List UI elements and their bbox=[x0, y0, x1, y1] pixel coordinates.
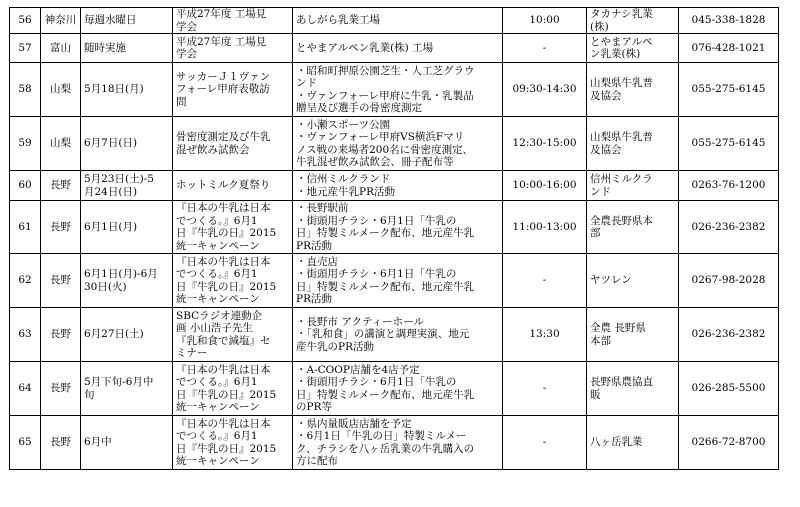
prefecture: 長野 bbox=[41, 254, 81, 308]
cell-line: 日『牛乳の日』2015 bbox=[176, 388, 277, 401]
event-place-details bbox=[293, 362, 503, 416]
events-table bbox=[9, 7, 779, 470]
row-number: 60 bbox=[10, 171, 41, 201]
cell-line: のPR等 bbox=[296, 401, 332, 413]
event-time: 09:30-14:30 bbox=[503, 63, 587, 117]
cell-line: でつくる。』6月1 bbox=[176, 214, 258, 227]
event-time: - bbox=[503, 362, 587, 416]
organizer bbox=[587, 34, 679, 63]
table-row bbox=[10, 8, 779, 34]
phone-number: 026-236-2382 bbox=[679, 201, 779, 254]
prefecture: 神奈川 bbox=[41, 8, 81, 34]
organizer bbox=[587, 254, 679, 308]
cell-line: ・昭和町押原公園芝生・人工芝グラウ bbox=[296, 64, 475, 77]
cell-line: 統一キャンペーン bbox=[176, 401, 260, 413]
table-row bbox=[10, 117, 779, 171]
event-place-details bbox=[293, 201, 503, 254]
cell-line: 5月下旬-6月中 bbox=[84, 376, 154, 388]
cell-line: ノス戦の来場者200名に骨密度測定、 bbox=[296, 143, 474, 156]
organizer bbox=[587, 8, 679, 34]
cell-line: 月24日(日) bbox=[84, 185, 138, 198]
cell-line: 画 小山浩子先生 bbox=[176, 322, 253, 334]
cell-line: 牛乳混ぜ飲み試飲会、冊子配布等 bbox=[296, 156, 454, 168]
phone-number: 0263-76-1200 bbox=[679, 171, 779, 201]
row-number: 61 bbox=[10, 201, 41, 254]
table-row bbox=[10, 63, 779, 117]
cell-line: 本部 bbox=[590, 334, 611, 347]
cell-line: 販 bbox=[590, 388, 601, 401]
event-time: 11:00-13:00 bbox=[503, 201, 587, 254]
cell-line: ・県内量販店店舗を予定 bbox=[296, 417, 412, 430]
cell-line: 随時実施 bbox=[84, 41, 126, 54]
cell-line: でつくる。』6月1 bbox=[176, 430, 258, 442]
cell-line: ・ヴァンフォーレ甲府VS横浜Fマリ bbox=[296, 131, 465, 143]
row-number: 56 bbox=[10, 8, 41, 34]
event-date bbox=[81, 63, 173, 117]
event-date bbox=[81, 34, 173, 63]
row-number: 62 bbox=[10, 254, 41, 308]
cell-line: ミナー bbox=[176, 347, 208, 359]
cell-line: 5月18日(月) bbox=[84, 83, 144, 96]
cell-line: 6月中 bbox=[84, 436, 112, 449]
cell-line: 日『牛乳の日』2015 bbox=[176, 442, 277, 455]
event-name bbox=[173, 34, 293, 63]
event-time: 12:30-15:00 bbox=[503, 117, 587, 171]
cell-line: ・信州ミルクランド bbox=[296, 173, 391, 185]
organizer bbox=[587, 117, 679, 171]
row-number: 63 bbox=[10, 308, 41, 362]
prefecture: 長野 bbox=[41, 362, 81, 416]
cell-line: 及協会 bbox=[590, 143, 622, 156]
cell-line: とやまアルペ bbox=[590, 35, 653, 48]
organizer bbox=[587, 308, 679, 362]
cell-line: ンド bbox=[296, 77, 317, 89]
event-place-details bbox=[293, 308, 503, 362]
phone-number: 045-338-1828 bbox=[679, 8, 779, 34]
table-row bbox=[10, 254, 779, 308]
organizer bbox=[587, 201, 679, 254]
event-name bbox=[173, 362, 293, 416]
cell-line: 30日(火) bbox=[84, 280, 127, 293]
cell-line: ・街頭用チラシ・6月1日「牛乳の bbox=[296, 214, 457, 227]
phone-number: 055-275-6145 bbox=[679, 63, 779, 117]
cell-line: あしがら乳業工場 bbox=[296, 14, 380, 27]
phone-number: 0267-98-2028 bbox=[679, 254, 779, 308]
event-place-details bbox=[293, 34, 503, 63]
cell-line: ・直売店 bbox=[296, 255, 338, 268]
cell-line: 産牛乳のPR活動 bbox=[296, 340, 374, 353]
prefecture: 長野 bbox=[41, 308, 81, 362]
event-time: 13:30 bbox=[503, 308, 587, 362]
cell-line: 部 bbox=[590, 227, 601, 239]
event-time: - bbox=[503, 254, 587, 308]
table-row bbox=[10, 34, 779, 63]
cell-line: 平成27年度 工場見 bbox=[176, 8, 267, 20]
prefecture: 山梨 bbox=[41, 117, 81, 171]
cell-line: 統一キャンペーン bbox=[176, 455, 260, 467]
event-name bbox=[173, 416, 293, 470]
cell-line: ・街頭用チラシ・6月1日「牛乳の bbox=[296, 268, 457, 280]
cell-line: 学会 bbox=[176, 48, 197, 60]
cell-line: 5月23日(土)-5 bbox=[84, 173, 154, 185]
table-row bbox=[10, 416, 779, 470]
cell-line: 『日本の牛乳は日本 bbox=[176, 363, 271, 376]
cell-line: でつくる。』6月1 bbox=[176, 268, 258, 280]
event-date bbox=[81, 254, 173, 308]
cell-line: ・小瀬スポーツ公園 bbox=[296, 118, 391, 131]
event-place-details bbox=[293, 416, 503, 470]
cell-line: フォーレ甲府表敬訪 bbox=[176, 83, 270, 96]
event-place-details bbox=[293, 117, 503, 171]
cell-line: 日」特製ミルメーク配布、地元産牛乳 bbox=[296, 280, 475, 293]
phone-number: 026-236-2382 bbox=[679, 308, 779, 362]
prefecture: 長野 bbox=[41, 416, 81, 470]
cell-line: 6月1日(月) bbox=[84, 220, 138, 233]
cell-line: ・ヴァンフォーレ甲府に牛乳・乳製品 bbox=[296, 89, 474, 102]
event-date bbox=[81, 362, 173, 416]
cell-line: PR活動 bbox=[296, 239, 332, 252]
event-date bbox=[81, 8, 173, 34]
cell-line: ・「乳和食」の講演と調理実演、地元 bbox=[296, 328, 470, 341]
cell-line: 全農長野県本 bbox=[590, 214, 653, 227]
row-number: 59 bbox=[10, 117, 41, 171]
event-name bbox=[173, 171, 293, 201]
cell-line: 平成27年度 工場見 bbox=[176, 35, 267, 48]
cell-line: 統一キャンペーン bbox=[176, 239, 260, 252]
organizer bbox=[587, 63, 679, 117]
prefecture: 長野 bbox=[41, 171, 81, 201]
prefecture: 山梨 bbox=[41, 63, 81, 117]
event-time: 10:00-16:00 bbox=[503, 171, 587, 201]
table-row bbox=[10, 171, 779, 201]
event-name bbox=[173, 117, 293, 171]
cell-line: 『日本の牛乳は日本 bbox=[176, 202, 271, 214]
event-place-details bbox=[293, 171, 503, 201]
row-number: 64 bbox=[10, 362, 41, 416]
cell-line: 方に配布 bbox=[296, 455, 338, 467]
cell-line: とやまアルペン乳業(株) 工場 bbox=[296, 41, 434, 54]
prefecture: 富山 bbox=[41, 34, 81, 63]
cell-line: 骨密度測定及び牛乳 bbox=[176, 131, 271, 143]
organizer bbox=[587, 171, 679, 201]
cell-line: ヤツレン bbox=[590, 274, 632, 287]
cell-line: 日『牛乳の日』2015 bbox=[176, 227, 277, 239]
prefecture: 長野 bbox=[41, 201, 81, 254]
cell-line: PR活動 bbox=[296, 293, 332, 305]
event-date bbox=[81, 117, 173, 171]
table-row bbox=[10, 308, 779, 362]
row-number: 65 bbox=[10, 416, 41, 470]
cell-line: 全農 長野県 bbox=[590, 322, 646, 334]
cell-line: 『乳和食で減塩』セ bbox=[176, 334, 271, 347]
cell-line: 6月7日(日) bbox=[84, 137, 138, 150]
cell-line: タカナシ乳業 bbox=[590, 8, 653, 20]
cell-line: ホットミルク夏祭り bbox=[176, 179, 271, 192]
event-date bbox=[81, 201, 173, 254]
cell-line: ・長野駅前 bbox=[296, 202, 349, 214]
event-name bbox=[173, 254, 293, 308]
event-name bbox=[173, 201, 293, 254]
row-number: 58 bbox=[10, 63, 41, 117]
event-time: - bbox=[503, 416, 587, 470]
phone-number: 0266-72-8700 bbox=[679, 416, 779, 470]
cell-line: 6月1日(月)-6月 bbox=[84, 268, 158, 280]
cell-line: ・長野市 アクティーホール bbox=[296, 315, 424, 328]
event-time: - bbox=[503, 34, 587, 63]
phone-number: 076-428-1021 bbox=[679, 34, 779, 63]
cell-line: ・6月1日「牛乳の日」特製ミルメー bbox=[296, 430, 467, 442]
cell-line: (株) bbox=[590, 20, 609, 33]
event-place-details bbox=[293, 63, 503, 117]
cell-line: 6月27日(土) bbox=[84, 328, 144, 341]
cell-line: 日『牛乳の日』2015 bbox=[176, 280, 277, 293]
cell-line: 山梨県牛乳普 bbox=[590, 131, 653, 143]
cell-line: 『日本の牛乳は日本 bbox=[176, 255, 271, 268]
cell-line: 統一キャンペーン bbox=[176, 293, 260, 305]
cell-line: 及協会 bbox=[590, 89, 622, 102]
table-row bbox=[10, 201, 779, 254]
cell-line: サッカーＪ１ヴァン bbox=[176, 70, 271, 83]
cell-line: 問 bbox=[176, 95, 187, 108]
cell-line: 山梨県牛乳普 bbox=[590, 77, 653, 89]
cell-line: ク、チラシを八ヶ岳乳業の牛乳購入の bbox=[296, 442, 475, 455]
phone-number: 055-275-6145 bbox=[679, 117, 779, 171]
phone-number: 026-285-5500 bbox=[679, 362, 779, 416]
row-number: 57 bbox=[10, 34, 41, 63]
cell-line: ンド bbox=[590, 185, 611, 198]
cell-line: 混ぜ飲み試飲会 bbox=[176, 143, 250, 156]
cell-line: 毎週水曜日 bbox=[84, 14, 137, 27]
event-date bbox=[81, 171, 173, 201]
cell-line: 日」特製ミルメーク配布、地元産牛乳 bbox=[296, 227, 475, 239]
event-name bbox=[173, 63, 293, 117]
cell-line: SBCラジオ連動企 bbox=[176, 309, 263, 322]
cell-line: 『日本の牛乳は日本 bbox=[176, 417, 271, 430]
cell-line: ・地元産牛乳PR活動 bbox=[296, 185, 395, 198]
event-name bbox=[173, 308, 293, 362]
cell-line: でつくる。』6月1 bbox=[176, 376, 258, 388]
event-time: 10:00 bbox=[503, 8, 587, 34]
cell-line: ・街頭用チラシ・6月1日「牛乳の bbox=[296, 376, 457, 388]
event-name bbox=[173, 8, 293, 34]
cell-line: 八ヶ岳乳業 bbox=[590, 436, 643, 449]
cell-line: 旬 bbox=[84, 388, 95, 401]
event-date bbox=[81, 416, 173, 470]
organizer bbox=[587, 416, 679, 470]
cell-line: 学会 bbox=[176, 20, 197, 33]
cell-line: 日」特製ミルメーク配布、地元産牛乳 bbox=[296, 388, 475, 401]
event-place-details bbox=[293, 8, 503, 34]
event-place-details bbox=[293, 254, 503, 308]
cell-line: ・A-COOP店舗を4店予定 bbox=[296, 363, 420, 376]
organizer bbox=[587, 362, 679, 416]
cell-line: 長野県農協直 bbox=[590, 376, 653, 388]
cell-line: 贈呈及び選手の骨密度測定 bbox=[296, 102, 422, 114]
cell-line: ン乳業(株) bbox=[590, 48, 641, 60]
cell-line: 信州ミルクラ bbox=[590, 173, 653, 185]
event-date bbox=[81, 308, 173, 362]
table-row bbox=[10, 362, 779, 416]
